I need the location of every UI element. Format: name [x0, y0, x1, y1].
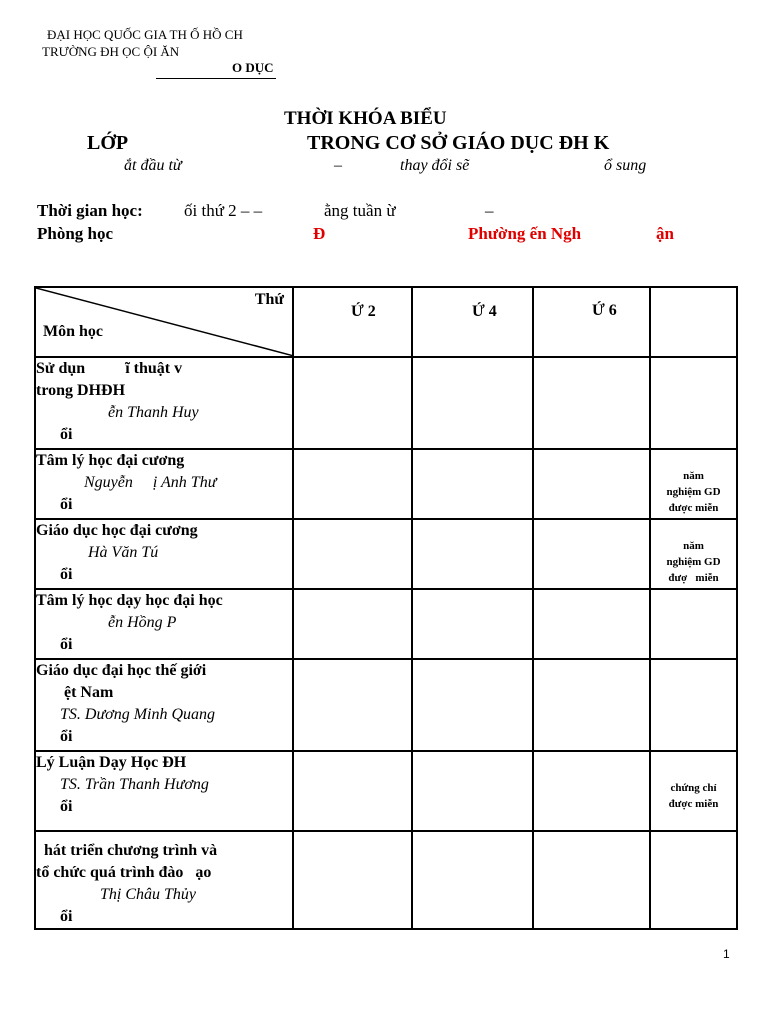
schedule-cell [412, 831, 533, 929]
department-name: O DỤC [232, 60, 274, 75]
study-time-weeks: ằng tuần ừ [324, 201, 396, 220]
table-row [35, 751, 737, 831]
subject-name: hát triển chương trình và tổ chức quá trình đào ạo [36, 842, 218, 881]
schedule-cell [533, 831, 650, 929]
study-time-value: ối thứ 2 – – [184, 201, 263, 220]
teacher-name: ễn Hồng P [36, 614, 177, 631]
page-number: 1 [723, 947, 730, 961]
subject-cell [35, 659, 293, 751]
schedule-table [34, 286, 738, 930]
subject-cell [35, 357, 293, 449]
schedule-cell [293, 589, 412, 659]
remark-text: năm nghiệm GD đượ miễn [666, 540, 721, 584]
subject-name: Tâm lý học đại cương [36, 452, 185, 469]
subject-note: ổi [36, 798, 73, 815]
start-note: ắt đầu từ [124, 157, 182, 174]
schedule-cell [412, 519, 533, 589]
subject-cell [35, 589, 293, 659]
university-name: ĐẠI HỌC QUỐC GIA TH Ố HỒ CH [47, 27, 243, 42]
school-name: TRƯỜNG ĐH ỌC ỘI ĂN [42, 44, 180, 59]
page-title: THỜI KHÓA BIỂU [284, 108, 447, 129]
schedule-cell [412, 589, 533, 659]
room-district: ận [656, 224, 674, 243]
remark-cell [650, 589, 737, 659]
table-row [35, 659, 737, 751]
day-header-label: Ứ 4 [472, 303, 497, 320]
day-header-cell [293, 287, 412, 357]
schedule-cell [412, 751, 533, 831]
study-time-label: Thời gian học: [37, 201, 143, 220]
teacher-name: Thị Châu Thủy [36, 886, 197, 903]
remark-text: chứng chỉ được miễn [668, 782, 719, 810]
day-header-cell [412, 287, 533, 357]
schedule-cell [533, 589, 650, 659]
header-underline [156, 78, 276, 79]
remark-cell [650, 357, 737, 449]
table-header-row [35, 287, 737, 357]
subject-cell [35, 751, 293, 831]
remark-cell [650, 831, 737, 929]
subject-name: Giáo dục đại học thế giới ệt Nam [36, 662, 207, 701]
remark-text: năm nghiệm GD được miễn [666, 470, 721, 514]
day-header-cell [533, 287, 650, 357]
table-row [35, 519, 737, 589]
teacher-name: TS. Trần Thanh Hương [36, 776, 209, 793]
schedule-cell [293, 449, 412, 519]
subject-cell [35, 831, 293, 929]
table-row [35, 357, 737, 449]
subject-note: ổi [36, 908, 73, 925]
schedule-cell [293, 357, 412, 449]
day-header-label: Ứ 2 [351, 303, 376, 320]
supplement-note: ổ sung [604, 157, 647, 174]
header-corner-cell [35, 287, 293, 357]
table-row [35, 831, 737, 929]
schedule-cell [533, 519, 650, 589]
schedule-cell [293, 519, 412, 589]
teacher-name: TS. Dương Minh Quang [36, 706, 216, 723]
teacher-name: Nguyễn ị Anh Thư [36, 474, 217, 491]
room-label: Phòng học [37, 224, 114, 243]
remark-cell [650, 751, 737, 831]
subject-name: Sử dụn ĩ thuật v trong DHĐH [36, 360, 183, 399]
subject-note: ổi [36, 496, 73, 513]
start-note-dash: – [334, 157, 342, 174]
remark-cell [650, 659, 737, 751]
remark-cell [650, 519, 737, 589]
table-row [35, 589, 737, 659]
subject-note: ổi [36, 426, 73, 443]
subject-axis-label: Môn học [43, 323, 103, 340]
schedule-cell [533, 449, 650, 519]
day-header-cell [650, 287, 737, 357]
table-row [35, 449, 737, 519]
change-note: thay đổi sẽ [400, 157, 470, 174]
day-axis-label: Thứ [254, 291, 284, 308]
subject-note: ổi [36, 728, 73, 745]
teacher-name: Hà Văn Tú [36, 544, 159, 561]
teacher-name: ễn Thanh Huy [36, 404, 199, 421]
subject-cell [35, 449, 293, 519]
class-label: LỚP [87, 132, 129, 154]
subject-name: Lý Luận Dạy Học ĐH [36, 754, 187, 771]
room-ward: Phường ến Ngh [468, 224, 582, 243]
study-time-end: – [485, 201, 494, 220]
schedule-cell [293, 751, 412, 831]
schedule-cell [412, 659, 533, 751]
schedule-cell [293, 831, 412, 929]
day-header-label: Ứ 6 [592, 302, 617, 319]
subject-note: ổi [36, 566, 73, 583]
class-description: TRONG CƠ SỞ GIÁO DỤC ĐH K [307, 132, 610, 154]
subject-note: ổi [36, 636, 73, 653]
room-letter: Đ [313, 224, 326, 243]
schedule-cell [412, 449, 533, 519]
remark-cell [650, 449, 737, 519]
schedule-cell [533, 659, 650, 751]
subject-name: Tâm lý học dạy học đại học [36, 592, 223, 609]
schedule-cell [533, 751, 650, 831]
schedule-cell [533, 357, 650, 449]
schedule-cell [293, 659, 412, 751]
subject-cell [35, 519, 293, 589]
schedule-cell [412, 357, 533, 449]
subject-name: Giáo dục học đại cương [36, 522, 198, 539]
